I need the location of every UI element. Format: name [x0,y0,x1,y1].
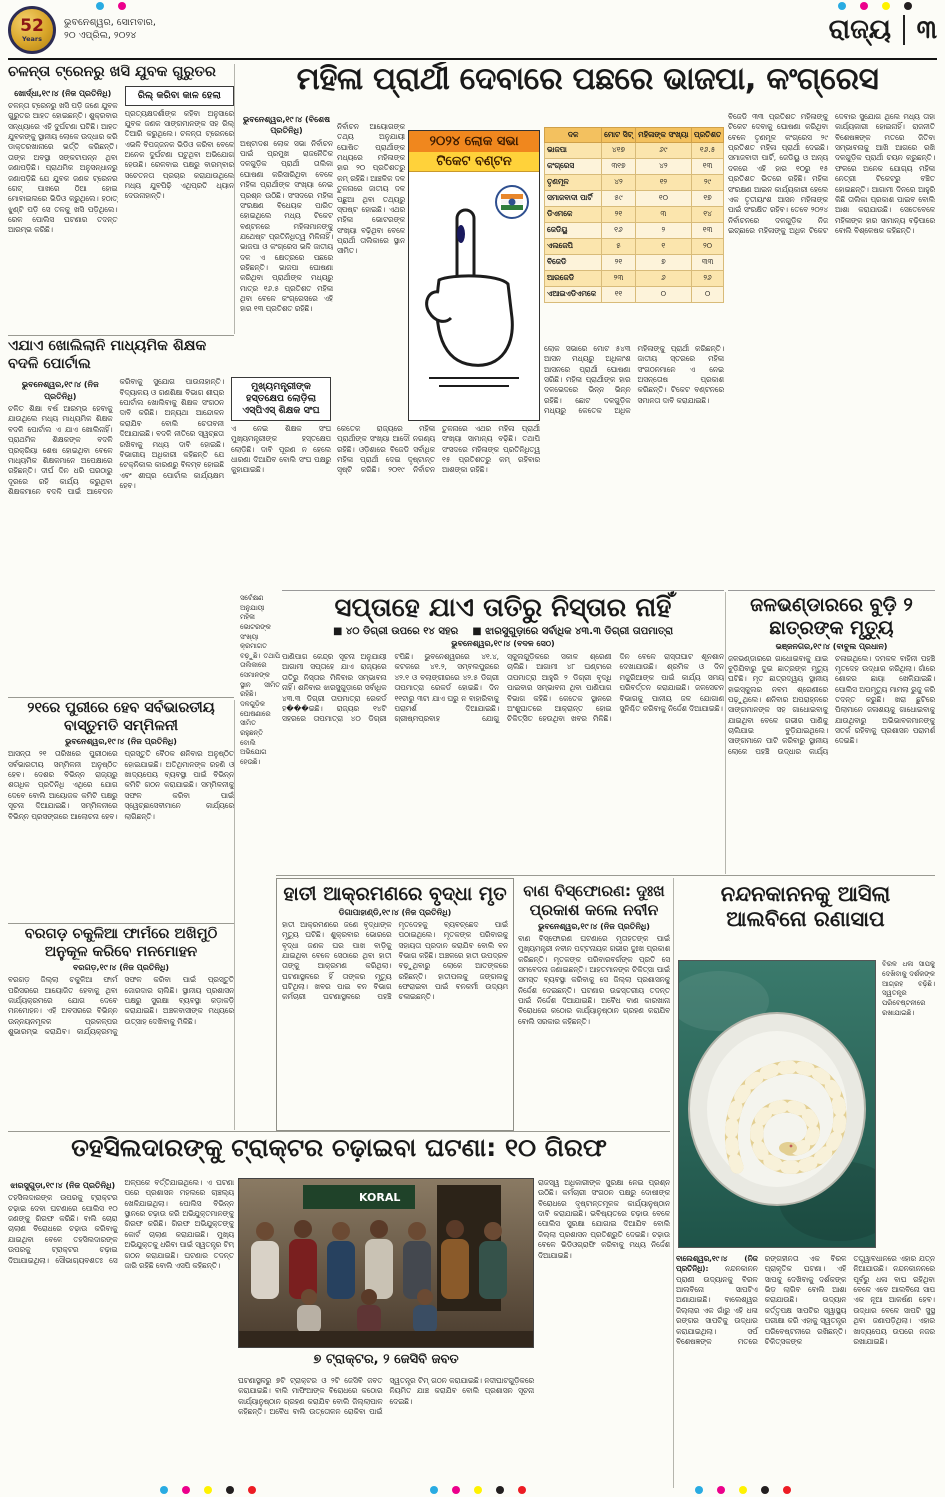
table-value-cell: ୬ [635,270,691,286]
article-text: ଅଷ୍ଟାଦଶ ଲୋକ ସଭା ନିର୍ବାଚନ ପାଇଁ ପ୍ରମୁଖ ରାଜନୈତିକ ଦଳଗୁଡ଼ିକ ପ୍ରାର୍ଥୀ ତାଲିକା ଘୋଷଣା କରିସାରିଥିବା ବେଳେ ମହିଳା ପ୍ରାର୍ଥୀଙ୍କ ସଂଖ୍ୟା ନେଇ ପ୍ରଶ୍ନ ଉଠିଛି। ସଂସଦରେ ମହିଳା ସଂରକ୍ଷଣ ବିଧେୟକ ପାରିତ ହୋଇଥିଲେ ମଧ୍ୟ ଟିକେଟ ବଣ୍ଟନରେ ମହିଳାମାନଙ୍କୁ ଯଥେଷ୍ଟ ପ୍ରତିନିଧିତ୍ୱ ମିଳିନାହିଁ। ଭାଜପା ଓ କଂଗ୍ରେସ ଭଳି ଜାତୀୟ ଦଳ ଏ କ୍ଷେତ୍ରରେ ପଛରେ ରହିଛନ୍ତି। ଭାଜପା ଘୋଷଣା କରିଥିବା ପ୍ରାର୍ଥୀଙ୍କ ମଧ୍ୟରୁ ମାତ୍ର ୧୬.୫ ପ୍ରତିଶତ ମହିଳା ଥିବା ବେଳେ କଂଗ୍ରେସରେ ଏହି ହାର ୧୩ ପ୍ରତିଶତ ରହିଛି। [240,138,333,314]
article-naveen-condolence [518,878,670,1131]
table-header-cell: ମୋଟ ସିଟ୍ [602,128,635,143]
table-value-cell: ୨୩ [602,270,635,286]
tractor-article-right: ରାଜସ୍ୱ ଅଧିକାରୀଙ୍କ ସୁରକ୍ଷା ନେଇ ପ୍ରଶ୍ନ ଉଠିଛି। କର୍ମଚାରୀ ସଂଗଠନ ପକ୍ଷରୁ ଦୋଷୀଙ୍କ ବିରୋଧରେ ଦୃଷ୍ଟାନ୍ତମୂଳକ କାର୍ଯ୍ୟାନୁଷ୍ଠାନ ଦାବି କରାଯାଇଛି। ଭବିଷ୍ୟତରେ ଚଢ଼ାଉ ବେଳେ ପୋଲିସ ସୁରକ୍ଷା ଯୋଗାଇ ଦିଆଯିବ ବୋଲି ଜିଲ୍ଲା ପ୍ରଶାସନ ପ୍ରତିଶ୍ରୁତି ଦେଇଛି। ଚଢ଼ାଉ ବେଳେ ଭିଡିଓଗ୍ରାଫି କରିବାକୁ ମଧ୍ୟ ନିର୍ଦ୍ଦେଶ ଦିଆଯାଇଛି। [538,1178,670,1260]
table-row [545,254,724,270]
inked-finger-illustration [409,172,539,400]
article-headline [676,882,935,932]
article-byline: ଖୋର୍ଦ୍ଧା,୧୯।୪ (ନିଜ ପ୍ରତିନିଧି) [14,88,112,98]
party-name-cell: ସମାଜବାଦୀ ପାର୍ଟି [545,190,602,206]
ticket-distribution-graphic [408,130,540,421]
table-value-cell: ୩ [635,206,691,222]
main-article-below-graphic: କେତେକ ରାଜ୍ୟରେ ମହିଳା ପ୍ରାର୍ଥୀଙ୍କ ସଂଖ୍ୟା ଆଦୌ ନଗଣ୍ୟ ରହିଛି। ଓଡ଼ିଶାରେ ବିଜେଡି ସର୍ବାଧିକ ମହିଳା ପ୍ରାର୍ଥୀ ଦେଇ ଦୃଷ୍ଟାନ୍ତ ସୃଷ୍ଟି କରିଛି। ୨୦୧୯ ନିର୍ବାଚନ ତୁଳନାରେ ଏଥର ମହିଳା ପ୍ରାର୍ଥୀ ସଂଖ୍ୟା ସାମାନ୍ୟ ବଢ଼ିଛି। ତଥାପି ସଂସଦରେ ମହିଳାଙ୍କ ପ୍ରତିନିଧିତ୍ୱ ୧୫ ପ୍ରତିଶତରୁ କମ୍ ରହିବାର ଆଶଙ୍କା ରହିଛି। [337,424,540,475]
party-name-cell: ଏଆଇଏଡିଏମକେ [545,286,602,302]
article-text: ପ୍ରତ୍ୟକ୍ଷଦର୍ଶୀଙ୍କ କହିବା ଅନୁସାରେ ଯୁବକ ଜଣକ ସାଙ୍ଗମାନଙ୍କ ସହ ରିଲ୍ ତିଆରି କରୁଥିଲେ। ଚଳନ୍ତା ଟ୍ରେନରେ ଏଭଳି ବିପଜ୍ଜନକ ଭିଡିଓ କରିବା ବେଳେ ଅନେକ ଦୁର୍ଘଟଣା ଘଟୁଥିବା ଅଭିଯୋଗ ହେଉଛି। ରେଳବାଇ ପକ୍ଷରୁ ବାରମ୍ବାର ସଚେତନତା ପ୍ରଚାର କରାଯାଉଥିଲେ ମଧ୍ୟ ଯୁବପିଢ଼ି ଏଥିପ୍ରତି ଧ୍ୟାନ ଦେଉନାହାନ୍ତି। [124,108,234,201]
article-byline: ଭୁବନେଶ୍ୱର,୧୯।୪ (ନିଜ ପ୍ରତିନିଧି) [538,921,650,931]
article-body: ପାଣିପାଗ କେନ୍ଦ୍ର ସୂଚନା ଅନୁଯାୟୀ ଆଗାମୀ ସପ୍ତାହେ ଯାଏ ରାଜ୍ୟରେ ତାତିରୁ ନିସ୍ତାର ମିଳିବାର ସମ୍ଭାବନା ନାହିଁ। ଶନିବାର ଝାରସୁଗୁଡ଼ାରେ ସର୍ବାଧିକ ୪୩.୩ ଡିଗ୍ରୀ ତାପମାତ୍ରା ରେକର୍ଡ ହ���ଇଛି। ରାଜ୍ୟର ୧୪ଟି ସହରରେ ତାପମାତ୍ରା ୪୦ ଡିଗ୍ରୀ ଟପିଛି। ଭୁବନେଶ୍ୱରରେ ୪୧.୪, କଟକରେ ୪୧.୨, ସମ୍ବଲପୁରରେ ୪୨.୧ ଓ ବଲାଙ୍ଗୀରରେ ୪୨.୫ ଡିଗ୍ରୀ ତାପମାତ୍ରା ରେକର୍ଡ ହୋଇଛି। ଦିନ ୧୧ଟାରୁ ୩ଟା ଯାଏ ଘରୁ ନ ବାହାରିବାକୁ ପରାମର୍ଶ ଦିଆଯାଇଛି। ଗ୍ରୀଷ୍ମପ୍ରବାହ ଯୋଗୁ ସ୍କୁଲଗୁଡ଼ିକରେ ସକାଳ ଶ୍ରେଣୀ ଚାଲିଛି। ଆଗାମୀ ୪୮ ଘଣ୍ଟାରେ ତାପମାତ୍ରା ଆହୁରି ୨ ଡିଗ୍ରୀ ବୃଦ୍ଧି ପାଇବାର ସମ୍ଭାବନା ଥିବା ପାଣିପାଗ ବିଭାଗ କହିଛି। କେତେକ ସ୍ଥାନରେ ଅଂଶୁଘାତରେ ଆକ୍ରାନ୍ତ ହୋଇ ଚିକିତ୍ସିତ ହେଉଥିବା ଖବର ମିଳିଛି। ଦିନ ବେଳେ ରାସ୍ତାଘାଟ ଶୂନଶାନ ଦେଖାଯାଉଛି। ଶ୍ରମିକ ଓ ଦିନ ମଜୁରିଆଙ୍କ ପାଇଁ କାର୍ଯ୍ୟ ସମୟ ପରିବର୍ତ୍ତନ କରାଯାଇଛି। ଜଳସେଚନ ବିଭାଗକୁ ପାନୀୟ ଜଳ ଯୋଗାଣ ସୁନିଶ୍ଚିତ କରିବାକୁ ନିର୍ଦ୍ଦେଶ ଦିଆଯାଇଛି। [282,652,724,724]
table-value-cell: ୨୧ [602,206,635,222]
table-value-cell: ୪୧୭ [602,142,635,158]
article-byline: ବରଗଡ଼,୧୯।୪ (ନିଜ ପ୍ରତିନିଧି) [72,963,170,973]
registration-dot [518,1486,526,1494]
table-row [545,238,724,254]
article-headline: ସପ୍ତାହେ ଯାଏ ତାତିରୁ ନିସ୍ତାର ନାହିଁ [334,593,672,623]
main-headline: ମହିଳା ପ୍ରାର୍ଥୀ ଦେବାରେ ପଛରେ ଭାଜପା, କଂଗ୍ରେସ [296,62,879,97]
table-row [545,142,724,158]
article-headline: ଏଯାଏ ଖୋଲିଲାନି ମାଧ୍ୟମିକ ଶିକ୍ଷକ ବଦଳି ପୋର୍ଟାଲ [8,338,207,372]
article-headline: ଚଳନ୍ତା ଟ୍ରେନରୁ ଖସି ଯୁବକ ଗୁରୁତର [8,64,216,80]
article-reservoir-drowning [728,590,935,876]
registration-marks-bottom-left [160,1486,256,1494]
registration-dot [182,1486,190,1494]
voter-ink-mark [457,225,465,243]
section-rule [8,697,234,698]
article-headline: ବାଣ ବିସ୍ଫୋରଣ: ଦୁଃଖ ପ୍ରକାଶ କଲେ ନବୀନ [523,882,665,919]
table-value-cell: ୨ [635,222,691,238]
table-value-cell: ୪୨ [635,158,691,174]
registration-marks-bottom-right [695,1486,791,1494]
table-value-cell: ୨୬ [692,270,724,286]
article-headline: ୨୧ରେ ପୁରୀରେ ହେବ ସର୍ବଭାରତୀୟ ବାସ୍ତୁମତି ସମ୍ମିଳନୀ [27,700,215,734]
section-rule [8,923,234,924]
article-text: ନନ୍ଦନକାନନ ପ୍ରାଣୀ ଉଦ୍ୟାନକୁ ବିରଳ ଆଲବିନୋ ସାପଟିଏ ଅଣାଯାଇଛି। ବାଲେଶ୍ୱର ଜିଲ୍ଲାର ଏକ ଗାଁରୁ ଏହି ଧଳା ରଙ୍ଗର ସାପଟିକୁ ଉଦ୍ଧାର କରାଯାଇଥିଲା। ସର୍ପ ବିଶେଷଜ୍ଞଙ୍କ ମତରେ ରଙ୍ଗହୀନତା ଏକ ବିରଳ ପ୍ରାକୃତିକ ଘଟଣା। ଏହି ସାପକୁ ଦେଖିବାକୁ ଦର୍ଶକଙ୍କ ଭିଡ଼ ଲାଗିବ ବୋଲି ଆଶା କରାଯାଉଛି। ଉଦ୍ୟାନ କର୍ତ୍ତୃପକ୍ଷ ସାପଟିର ସ୍ୱାସ୍ଥ୍ୟ ପରୀକ୍ଷା କରି ଏହାକୁ ସ୍ୱତନ୍ତ୍ର ପରିବେଷ୍ଟନୀରେ ରଖିଛନ୍ତି। ଚିକିତ୍ସକଙ୍କ ତତ୍ତ୍ୱାବଧାନରେ ଏହାର ଯତ୍ନ ନିଆଯାଉଛି। ନନ୍ଦନକାନନରେ ପୂର୍ବରୁ ଧଳା ବାଘ ରହିଥିବା ବେଳେ ଏବେ ଆଲବିନୋ ସାପ ଏକ ନୂଆ ଆକର୍ଷଣ ହେବ। ଉଦ୍ଧାର ବେଳେ ସାପଟି ସୁସ୍ଥ ଥିବା ଜଣାପଡ଼ିଥିଲା। ଏହାର ଖାଦ୍ୟପେୟ ଉପରେ ନଜର ରଖାଯାଇଛି। [676,1254,935,1346]
table-row [545,174,724,190]
registration-dot [761,1486,769,1494]
table-value-cell: ୬୯ [635,142,691,158]
headline-line2: ଆଲବିନୋ ରଣାସାପ [726,907,885,932]
graphic-title-top: ୨୦୨୪ ଲୋକ ସଭା [409,131,539,152]
table-value-cell: ୪୨ [602,174,635,190]
registration-dot [204,1486,212,1494]
section-title: ରାଜ୍ୟ [828,14,892,45]
table-value-cell: ୨୯ [692,174,724,190]
arrest-photo-svg [239,1179,533,1347]
article-byline: ଝାରସୁଗୁଡ଼ା,୧୯।୪ (ନିଜ ପ୍ରତିନିଧି) [10,1181,116,1190]
column-rule [673,878,674,1488]
table-value-cell: ୦ [692,286,724,302]
table-row [545,286,724,302]
table-value-cell: ୨୦ [692,238,724,254]
photo-banner-text: KORAL [359,1191,401,1204]
main-article-continuation: ସର୍ବେକ୍ଷଣ ଅନୁଯାୟୀ ମହିଳା ଭୋଟରଙ୍କ ସଂଖ୍ୟା କ୍ରମାଗତ ବଢ଼ୁଛି। ତଥାପି ତାଲିକାରେ ସେମାନଙ୍କ ସ୍ଥାନ ସୀମିତ ରହିଛି। ଦଳଗୁଡ଼ିକ ଘୋଷଣାରେ ସୀମିତ ରହୁଛନ୍ତି ବୋଲି ଅଭିଯୋଗ ହେଉଛି। [240,594,280,766]
registration-marks-bottom-center [430,1486,526,1494]
table-value-cell: ୧୩ [692,158,724,174]
article-body [8,377,224,671]
article-text: ତହସିଲଦାରଙ୍କ ଉପରକୁ ଟ୍ରାକ୍ଟର ଚଢ଼ାଇ ଦେବା ଘଟଣାରେ ପୋଲିସ ୧୦ ଜଣଙ୍କୁ ଗିରଫ କରିଛି। ବାଲି ଚୋରା ଚାଲାଣ ବିରୋଧରେ ଚଢ଼ାଉ କରିବାକୁ ଯାଇଥିବା ବେଳେ ତହସିଲଦାରଙ୍କ ଉପରକୁ ଟ୍ରାକ୍ଟର ଚଢ଼ାଇ ଦିଆଯାଇଥିଲା। ସୌଭାଗ୍ୟବଶତଃ ସେ ଅଳ୍ପକେ ବର୍ତ୍ତିଯାଇଥିଲେ। ଏ ଘଟଣା ପରେ ପ୍ରଶାସନ ମହଲରେ ଚାଞ୍ଚଲ୍ୟ ଖେଳିଯାଇଥିଲା। ପୋଲିସ ବିଭିନ୍ନ ସ୍ଥାନରେ ଚଢ଼ାଉ କରି ଅଭିଯୁକ୍ତମାନଙ୍କୁ ଗିରଫ କରିଛି। ଗିରଫ ଅଭିଯୁକ୍ତଙ୍କୁ କୋର୍ଟ ଚାଲାଣ କରାଯାଇଛି। ମୁଖ୍ୟ ଅଭିଯୁକ୍ତକୁ ଧରିବା ପାଇଁ ସ୍ୱତନ୍ତ୍ର ଟିମ୍ ଗଠନ କରାଯାଇଛି। ଘଟଣାର ତଦନ୍ତ ଜାରି ରହିଛି ବୋଲି ଏସପି କହିଛନ୍ତି। [8,1178,234,1270]
registration-dot [496,1486,504,1494]
table-header-cell: ଦଳ [545,128,602,143]
anniversary-logo-icon [8,6,56,54]
article-body: ଜଳଭଣ୍ଡାରରେ ଗାଧୋଇବାକୁ ଯାଇ ବୁଡ଼ିଯିବାରୁ ଦୁଇ ଛାତ୍ରଙ୍କ ମୃତ୍ୟୁ ଘଟିଛି। ମୃତ ଛାତ୍ରଦ୍ୱୟ ସ୍ଥାନୀୟ ହାଇସ୍କୁଲର ନବମ ଶ୍ରେଣୀରେ ପଢ଼ୁଥିଲେ। ଶନିବାର ଅପରାହ୍ନରେ ସାଙ୍ଗମାନଙ୍କ ସହ ଗାଧୋଇବାକୁ ଯାଇଥିବା ବେଳେ ଗଭୀର ପାଣିକୁ ଚାଲିଯାଇ ବୁଡ଼ିଯାଇଥିଲେ। ସାଙ୍ଗମାନେ ପାଟି କରିବାରୁ ସ୍ଥାନୀୟ ଲୋକେ ପହଞ୍ଚି ଉଦ୍ଧାର କାର୍ଯ୍ୟ ଚଳାଇଥିଲେ। ଦମକଳ ବାହିନୀ ପହଞ୍ଚି ମୃତଦେହ ଉଦ୍ଧାର କରିଥିଲା। ଗାଁରେ ଶୋକର ଛାୟା ଖେଳିଯାଇଛି। ପୋଲିସ ଅପମୃତ୍ୟୁ ମାମଲା ରୁଜୁ କରି ତଦନ୍ତ କରୁଛି। ଖରା ଛୁଟିରେ ପିଲାମାନେ ଜଳାଶୟକୁ ଗାଧୋଇବାକୁ ଯାଉଥିବାରୁ ଅଭିଭାବକମାନଙ୍କୁ ସତର୍କ ରହିବାକୁ ପ୍ରଶାସନ ପରାମର୍ଶ ଦେଇଛି। [728,653,935,756]
article-body [8,86,118,318]
dateline-date: ୨୦ ଏପ୍ରିଲ, ୨୦୨୪ [64,30,137,41]
hand-illustration-svg [409,172,539,400]
candidates-table [544,127,724,303]
article-byline: ଭୁବନେଶ୍ୱର,୧୯।୪ (ନିଜ ପ୍ରତିନିଧି) [65,737,177,747]
table-row [545,206,724,222]
column-rule [234,64,235,334]
table-row [545,270,724,286]
main-article-col2: ନିର୍ବାଚନ ଆୟୋଗଙ୍କ ତଥ୍ୟ ଅନୁଯାୟୀ ଘୋଷିତ ପ୍ରାର୍ଥୀଙ୍କ ମଧ୍ୟରେ ମହିଳାଙ୍କ ହାର ୨୦ ପ୍ରତିଶତରୁ କମ୍ ରହିଛି। ଆଞ୍ଚଳିକ ଦଳ ତୁଳନାରେ ଜାତୀୟ ଦଳ ପଛୁଆ ଥିବା ତଥ୍ୟରୁ ସ୍ପଷ୍ଟ ହୋଇଛି। ଏଥର ମହିଳା ଭୋଟରଙ୍କ ସଂଖ୍ୟା ବଢ଼ିଥିବା ବେଳେ ପ୍ରାର୍ଥୀ ତାଲିକାରେ ସ୍ଥାନ ସୀମିତ। [337,122,405,256]
article-text: ଚଳିତ ଶିକ୍ଷା ବର୍ଷ ଆରମ୍ଭ ହେବାକୁ ଯାଉଥିଲେ ମଧ୍ୟ ମାଧ୍ୟମିକ ଶିକ୍ଷକ ବଦଳି ପୋର୍ଟାଲ ଏ ଯାଏ ଖୋଲିନାହିଁ। ପ୍ରାଥମିକ ଶିକ୍ଷକଙ୍କ ବଦଳି ପ୍ରକ୍ରିୟା ଶେଷ ହୋଇଥିବା ବେଳେ ମାଧ୍ୟମିକ ଶିକ୍ଷକମାନେ ଅପେକ୍ଷାରେ ରହିଛନ୍ତି। ଦୀର୍ଘ ଦିନ ଧରି ଘରଠାରୁ ଦୂରରେ ରହି କାର୍ଯ୍ୟ କରୁଥିବା ଶିକ୍ଷକମାନେ ବଦଳି ପାଇଁ ଆବେଦନ କରିବାକୁ ସୁଯୋଗ ପାଉନାହାନ୍ତି। ବିଦ୍ୟାଳୟ ଓ ଗଣଶିକ୍ଷା ବିଭାଗ ଶୀଘ୍ର ପୋର୍ଟାଲ ଖୋଲିବାକୁ ଶିକ୍ଷକ ସଂଗଠନ ଦାବି କରିଛି। ଅନ୍ୟଥା ଆନ୍ଦୋଳନ କରାଯିବ ବୋଲି ଚେତାବନୀ ଦିଆଯାଇଛି। ବଦଳି ନୀତିରେ ସ୍ୱଚ୍ଛତା ରଖିବାକୁ ମଧ୍ୟ ଦାବି ହୋଇଛି। ବିଭାଗୀୟ ଅଧିକାରୀ କହିଛନ୍ତି ଯେ ଟେକ୍ନିକାଲ କାରଣରୁ ବିଳମ୍ବ ହୋଇଛି ଏବଂ ଶୀଘ୍ର ପୋର୍ଟାଲ କାର୍ଯ୍ୟକ୍ଷମ ହେବ। [8,377,224,496]
candidates-table-wrap [544,127,724,339]
article-body: ହାତୀ ଆକ୍ରମଣରେ ଜଣେ ବୃଦ୍ଧାଙ୍କ ମୃତ୍ୟୁ ଘଟିଛି। ଶୁକ୍ରବାର ଭୋରରେ ବୃଦ୍ଧା ଜଣକ ଘର ପାଖ ବାଡ଼ିକୁ ଯାଇଥିବା ବେଳେ ସେଠାରେ ଥିବା ହାତୀ ତାଙ୍କୁ ଆକ୍ରମଣ କରିଥିଲା। ଘଟଣାସ୍ଥଳରେ ହିଁ ତାଙ୍କର ମୃତ୍ୟୁ ଘଟିଥିଲା। ଖବର ପାଇ ବନ ବିଭାଗ କର୍ମଚାରୀ ଘଟଣାସ୍ଥଳରେ ପହଞ୍ଚି ମୃତଦେହକୁ ବ୍ୟବଚ୍ଛେଦ ପାଇଁ ପଠାଇଥିଲେ। ମୃତକଙ୍କ ପରିବାରକୁ ସହାୟତା ପ୍ରଦାନ କରାଯିବ ବୋଲି ବନ ବିଭାଗ କହିଛି। ଅଞ୍ଚଳରେ ହାତୀ ଉପଦ୍ରବ ବଢ଼ୁଥିବାରୁ ଲୋକେ ଆତଙ୍କରେ ରହିଛନ୍ତି। ହାତୀପଲକୁ ଜଙ୍ଗଲକୁ ଫେରାଇବା ପାଇଁ ବନକର୍ମୀ ଉଦ୍ୟମ ଚଳାଇଛନ୍ତି। [282,919,508,1002]
article-heatwave [282,590,724,876]
article-byline: ଭଞ୍ଜନଗର,୧୯।୪ (ବାବୁଲ ପ୍ରଧାନ) [775,641,888,651]
table-value-cell: ୧୪ [692,206,724,222]
tractor-article-left [8,1178,234,1490]
main-article-right-cols: ବିଜେଡି ୩୩ ପ୍ରତିଶତ ମହିଳାଙ୍କୁ ଟିକେଟ ଦେବାକୁ ଘୋଷଣା କରିଥିବା ବେଳେ ତୃଣମୂଳ କଂଗ୍ରେସ ୨୯ ପ୍ରତିଶତ ମହିଳା ପ୍ରାର୍ଥୀ ଦେଇଛି। ସମାଜବାଦୀ ପାର୍ଟି, ଜେଡିୟୁ ଓ ଅନ୍ୟ ଦଳରେ ଏହି ହାର ୧୦ରୁ ୧୫ ପ୍ରତିଶତ ଭିତରେ ରହିଛି। ମହିଳା ସଂରକ୍ଷଣ ଆଇନ କାର୍ଯ୍ୟକାରୀ ହେଲେ ଏକ ତୃତୀୟାଂଶ ଆସନ ମହିଳାଙ୍କ ପାଇଁ ସଂରକ୍ଷିତ ରହିବ। ତେବେ ୨୦୨୪ ନିର୍ବାଚନରେ ଦଳଗୁଡ଼ିକ ନିଜ ଇଚ୍ଛାରେ ମହିଳାଙ୍କୁ ଅଧିକ ଟିକେଟ ଦେବାର ସୁଯୋଗ ଥିଲେ ମଧ୍ୟ ତାହା କାର୍ଯ୍ୟକାରୀ ହୋଇନାହିଁ। ରାଜନୀତି ବିଶେଷଜ୍ଞଙ୍କ ମତରେ ଜିତିବା ସମ୍ଭାବନାକୁ ଆଖି ଆଗରେ ରଖି ଦଳଗୁଡ଼ିକ ପ୍ରାର୍ଥୀ ଚୟନ କରୁଛନ୍ତି। ଫଳରେ ଅନେକ ଯୋଗ୍ୟ ମହିଳା ନେତ୍ରୀ ଟିକେଟରୁ ବଞ୍ଚିତ ହୋଇଛନ୍ତି। ଆଗାମୀ ଦିନରେ ଆହୁରି କିଛି ତାଲିକା ପ୍ରକାଶ ପାଇବ ବୋଲି ଆଶା କରାଯାଉଛି। ସେତେବେଳେ ମହିଳାଙ୍କ ହାର ସାମାନ୍ୟ ବଢ଼ିପାରେ ବୋଲି ବିଶ୍ଳେଷକ କହିଛନ୍ତି। [728,112,935,235]
logo-years-number: 52 [20,15,44,36]
table-value-cell: ୦ [635,286,691,302]
snake-photo-svg [679,961,875,1247]
headline-line1: ନନ୍ଦନକାନନକୁ ଆସିଲା [720,882,891,906]
table-value-cell: ୫ [602,238,635,254]
logo-years-label: Years [22,34,42,43]
article-body [125,86,235,318]
table-value-cell: ୭ [635,254,691,270]
article-byline: ଭୁବନେଶ୍ୱର,୧୯।୪ (ନିଜ ପ୍ରତିନିଧି) [21,380,99,401]
arrest-photo [238,1178,534,1348]
table-note-text: ଲୋକ ସଭାରେ ମୋଟ ୫୪୩ ଆସନ ମଧ୍ୟରୁ ଅଧିକାଂଶ ଆସନରେ ପ୍ରାର୍ଥୀ ଘୋଷଣା ସରିଛି। ମହିଳା ପ୍ରାର୍ଥୀଙ୍କ ହାର ଦଳଭେଦରେ ଭିନ୍ନ ଭିନ୍ନ ରହିଛି। ଛୋଟ ଦଳଗୁଡ଼ିକ ମଧ୍ୟରୁ କେତେକ ଅଧିକ ମହିଳାଙ୍କୁ ପ୍ରାର୍ଥୀ କରିଛନ୍ତି। ଜାତୀୟ ସ୍ତରରେ ମହିଳା ସଂଗଠନମାନେ ଏ ନେଇ ଅସନ୍ତୋଷ ପ୍ରକାଶ କରିଛନ୍ତି। ଟିକେଟ ବଣ୍ଟନରେ ସମାନତା ଦାବି କରାଯାଇଛି। [544,344,724,416]
article-bullets [282,626,724,637]
section-rule [8,1131,670,1132]
party-name-cell: ବିଜେଡି [545,254,602,270]
party-name-cell: କଂଗ୍ରେସ [545,158,602,174]
subhead-box: ରିଲ୍ କରିବା କାଳ ହେଲା [125,86,235,106]
column-rule [725,592,726,874]
registration-dot [695,1486,703,1494]
eci-logo-icon [496,186,528,218]
table-value-cell: ୧୨ [635,174,691,190]
table-value-cell: ୧ [635,238,691,254]
table-header-cell: ପ୍ରତିଶତ [692,128,724,143]
section-divider [903,15,905,45]
table-value-cell: ୧୬ [602,222,635,238]
party-name-cell: ତୃଣମୂଳ [545,174,602,190]
article-byline: ଡିଗାପାହାଣ୍ଡି,୧୯।୪ (ନିଜ ପ୍ରତିନିଧି) [338,907,452,917]
bullet-point: ■ ଝାରସୁଗୁଡ଼ାରେ ସର୍ବାଧିକ ୪୩.୩ ଡିଗ୍ରୀ ତାପମାତ୍ରା [472,626,674,638]
table-value-cell: ୫୯ [602,190,635,206]
photo-caption: ୭ ଟ୍ରାକ୍ଟର, ୨ ଜେସିବି ଜବତ [313,1352,459,1367]
table-value-cell: ୧୭ [692,190,724,206]
graphic-title-bottom: ଟିକେଟ ବଣ୍ଟନ [409,152,539,172]
table-value-cell: ୩୧୭ [602,158,635,174]
party-name-cell: ଏଲଜେପି [545,238,602,254]
snake-side-column: ବିରଳ ଧଳା ସାପକୁ ଦେଖିବାକୁ ଦର୍ଶକଙ୍କ ଆଗ୍ରହ ବଢ଼ିଛି। ସ୍ୱତନ୍ତ୍ର ପରିବେଷ୍ଟନୀରେ ରଖାଯାଇଛି। [882,960,935,1017]
party-name-cell: ଭାଜପା [545,142,602,158]
section-rule [8,335,234,336]
table-value-cell: ୨୧ [602,254,635,270]
article-headline: ହାତୀ ଆକ୍ରମଣରେ ବୃଦ୍ଧା ମୃତ [283,883,507,905]
party-name-cell: ଆରଜେଡି [545,270,602,286]
article-elephant-attack [276,878,514,1131]
main-article-byline: ଭୁବନେଶ୍ୱର,୧୯।୪ (ବିଶେଷ ପ୍ରତିନିଧି) [243,115,330,136]
article-text: ଚଳନ୍ତା ଟ୍ରେନରୁ ଖସି ପଡ଼ି ଜଣେ ଯୁବକ ଗୁରୁତର ଆହତ ହୋଇଛନ୍ତି। ଶୁକ୍ରବାର ସନ୍ଧ୍ୟାରେ ଏହି ଦୁର୍ଘଟଣା ଘଟିଛି। ଆହତ ଯୁବକଙ୍କୁ ସ୍ଥାନୀୟ ଲୋକେ ଉଦ୍ଧାର କରି ଡାକ୍ତରଖାନାରେ ଭର୍ତ୍ତି କରିଛନ୍ତି। ତାଙ୍କ ଅବସ୍ଥା ସଙ୍କଟାପନ୍ନ ଥିବା ଜଣାପଡ଼ିଛି। ପ୍ରାଥମିକ ଅନୁସନ୍ଧାନରୁ ଜଣାପଡ଼ିଛି ଯେ ଯୁବକ ଜଣକ ଟ୍ରେନର ଗେଟ୍ ପାଖରେ ଠିଆ ହୋଇ ମୋବାଇଲରେ ଭିଡିଓ କରୁଥିଲେ। ହଠାତ୍ ଝୁଣ୍ଟି ପଡ଼ି ସେ ତଳକୁ ଖସି ପଡ଼ିଥିଲେ। ରେଳ ପୋଲିସ ଘଟଣାର ତଦନ୍ତ ଆରମ୍ଭ କରିଛି। [8,101,118,235]
article-headline: ବରଗଡ଼ ଚକୁଳିଆ ଫାର୍ମରେ ଅଖିମୁଠି ଅନୁକୂଳ କରିବେ ମନମୋହନ [24,926,218,960]
registration-dot [248,1486,256,1494]
article-byline: ବାଲେଶ୍ୱର,୧୯।୪ (ନିଜ ପ୍ରତିନିଧି): [676,1254,758,1274]
registration-dot [226,1486,234,1494]
article-body: ବାଣ ବିସ୍ଫୋରଣ ଘଟଣାରେ ମୃତାହତଙ୍କ ପାଇଁ ମୁଖ୍ୟମନ୍ତ୍ରୀ ନବୀନ ପଟ୍ଟନାୟକ ଗଭୀର ଦୁଃଖ ପ୍ରକାଶ କରିଛନ୍ତି। ମୃତକଙ୍କ ପରିବାରବର୍ଗଙ୍କ ପ୍ରତି ସେ ସମବେଦନା ଜଣାଇଛନ୍ତି। ଆହତମାନଙ୍କ ଚିକିତ୍ସା ପାଇଁ ସମସ୍ତ ବ୍ୟବସ୍ଥା କରିବାକୁ ସେ ଜିଲ୍ଲା ପ୍ରଶାସନକୁ ନିର୍ଦ୍ଦେଶ ଦେଇଛନ୍ତି। ଘଟଣାର ଉଚ୍ଚସ୍ତରୀୟ ତଦନ୍ତ ପାଇଁ ନିର୍ଦ୍ଦେଶ ଦିଆଯାଇଛି। ଅବୈଧ ବାଣ କାରଖାନା ବିରୋଧରେ କଠୋର କାର୍ଯ୍ୟାନୁଷ୍ଠାନ ଗ୍ରହଣ କରାଯିବ ବୋଲି ସରକାର କହିଛନ୍ତି। [518,933,670,1026]
article-bargarh-farm [8,926,234,1130]
dateline-city-day: ଭୁବନେଶ୍ୱର, ସୋମବାର, [64,17,156,29]
table-row [545,190,724,206]
page-number: ୩ [916,14,937,45]
masthead-rule [8,58,937,60]
subhead-box: ମୁଖ୍ୟମନ୍ତ୍ରୀଙ୍କ ହସ୍ତକ୍ଷେପ ଲୋଡ଼ିଲା ଏସ୍‌ପିଏସ୍ ଶିକ୍ଷକ ସଂଘ [231,377,331,421]
masthead [8,4,937,56]
article-headline-tractor: ତହସିଲଦାରଙ୍କୁ ଟ୍ରାକ୍ଟର ଚଢ଼ାଇବା ଘଟଣା: ୧୦ ଗିରଫ [71,1134,607,1162]
table-row [545,222,724,238]
registration-dot [783,1486,791,1494]
article-text: ଏ ନେଇ ଶିକ୍ଷକ ସଂଘ ମୁଖ୍ୟମନ୍ତ୍ରୀଙ୍କ ହସ୍ତକ୍ଷେପ ଲୋଡ଼ିଛି। ଦାବି ପୂରଣ ନ ହେଲେ ଧାରଣା ଦିଆଯିବ ବୋଲି ସଂଘ ପକ୍ଷରୁ କୁହାଯାଇଛି। [231,424,331,475]
table-header-cell: ମହିଳାଙ୍କ ସଂଖ୍ୟା [635,128,691,143]
article-puri-summit [8,700,234,922]
column-rule [234,700,235,1130]
dateline [64,17,156,43]
article-train-fall [8,64,234,332]
table-value-cell: ୧୩ [692,222,724,238]
registration-dot [430,1486,438,1494]
albino-snake-image [678,960,876,1248]
bullet-point: ■ ୪୦ ଡିଗ୍ରୀ ଉପରେ ୧୪ ସହର [332,626,459,638]
article-body: ଆସନ୍ତା ୨୧ ତାରିଖରେ ପୁରୀଠାରେ ସର୍ବଭାରତୀୟ ସମ୍ମିଳନୀ ଅନୁଷ୍ଠିତ ହେବ। ଦେଶର ବିଭିନ୍ନ ରାଜ୍ୟରୁ ଶତାଧିକ ପ୍ରତିନିଧି ଏଥିରେ ଯୋଗ ଦେବେ ବୋଲି ଆୟୋଜକ କମିଟି ପକ୍ଷରୁ ସୂଚନା ଦିଆଯାଇଛି। ସମ୍ମିଳନୀରେ ବିଭିନ୍ନ ପ୍ରସଙ୍ଗରେ ଆଲୋଚନା ହେବ। ପ୍ରସ୍ତୁତି ବୈଠକ ଶନିବାର ଅନୁଷ୍ଠିତ ହୋଇଯାଇଛି। ଅତିଥିମାନଙ୍କ ରହଣି ଓ ଖାଦ୍ୟପେୟ ବ୍ୟବସ୍ଥା ପାଇଁ ବିଭିନ୍ନ କମିଟି ଗଠନ କରାଯାଇଛି। ସମ୍ମିଳନୀକୁ ସଫଳ କରିବା ପାଇଁ ସ୍ୱେଚ୍ଛାସେବୀମାନେ କାର୍ଯ୍ୟରେ ଲାଗିଛନ୍ତି। [8,749,234,821]
section-header [829,14,937,46]
tractor-article-mid: ଘଟଣାସ୍ଥଳରୁ ୭ଟି ଟ୍ରାକ୍ଟର ଓ ୨ଟି ଜେସିବି ଜବତ କରାଯାଇଛି। ବାଲି ମାଫିଆଙ୍କ ବିରୋଧରେ କଠୋର କାର୍ଯ୍ୟାନୁଷ୍ଠାନ ଗ୍ରହଣ କରାଯିବ ବୋଲି ଜିଲ୍ଲାପାଳ କହିଛନ୍ତି। ଅବୈଧ ବାଲି ଉତ୍ତୋଳନ ରୋକିବା ପାଇଁ ସ୍ୱତନ୍ତ୍ର ଟିମ୍ ଗଠନ କରାଯାଇଛି। ନଦୀଘାଟଗୁଡ଼ିକରେ ନିୟମିତ ଯାଞ୍ଚ କରାଯିବ ବୋଲି ପ୍ରଶାସନ ସୂଚନା ଦେଇଛି। [238,1376,534,1417]
party-name-cell: ଜେଡିୟୁ [545,222,602,238]
registration-dot [474,1486,482,1494]
article-headline: ଜଳଭଣ୍ଡାରରେ ବୁଡ଼ି ୨ ଛାତ୍ରଙ୍କ ମୃତ୍ୟୁ [750,594,913,639]
registration-dot [739,1486,747,1494]
article-body [676,1254,935,1484]
table-row [545,158,724,174]
registration-dot [160,1486,168,1494]
article-body: ବରଗଡ଼ ଜିଲ୍ଲା ଚକୁଳିଆ ଫାର୍ମ ପରିସରରେ ଆୟୋଜିତ ହେବାକୁ ଥିବା କାର୍ଯ୍ୟକ୍ରମରେ ଯୋଗ ଦେବେ ମନମୋହନ। ଏହି ଅବସରରେ ବିଭିନ୍ନ ଉନ୍ନୟନମୂଳକ ପ୍ରକଳ୍ପର ଶୁଭାରମ୍ଭ କରାଯିବ। କାର୍ଯ୍ୟକ୍ରମକୁ ସଫଳ କରିବା ପାଇଁ ପ୍ରସ୍ତୁତି ଜୋରଦାର ଚାଲିଛି। ସ୍ଥାନୀୟ ପ୍ରଶାସନ ପକ୍ଷରୁ ସୁରକ୍ଷା ବ୍ୟବସ୍ଥା କଡ଼ାକଡ଼ି କରାଯାଇଛି। ଅଞ୍ଚଳବାସୀଙ୍କ ମଧ୍ୟରେ ଉତ୍ସାହ ଦେଖିବାକୁ ମିଳିଛି। [8,975,234,1037]
table-value-cell: ୧୦ [635,190,691,206]
table-value-cell: ୧୧ [602,286,635,302]
article-albino-snake [676,878,935,1488]
party-name-cell: ଡିଏମକେ [545,206,602,222]
registration-dot [452,1486,460,1494]
article-byline: ଭୁବନେଶ୍ୱର,୧୯।୪ (ବଦଳ ସେଠ) [451,639,555,649]
table-value-cell: ୧୬.୫ [692,142,724,158]
registration-dot [717,1486,725,1494]
table-value-cell: ୩୩ [692,254,724,270]
